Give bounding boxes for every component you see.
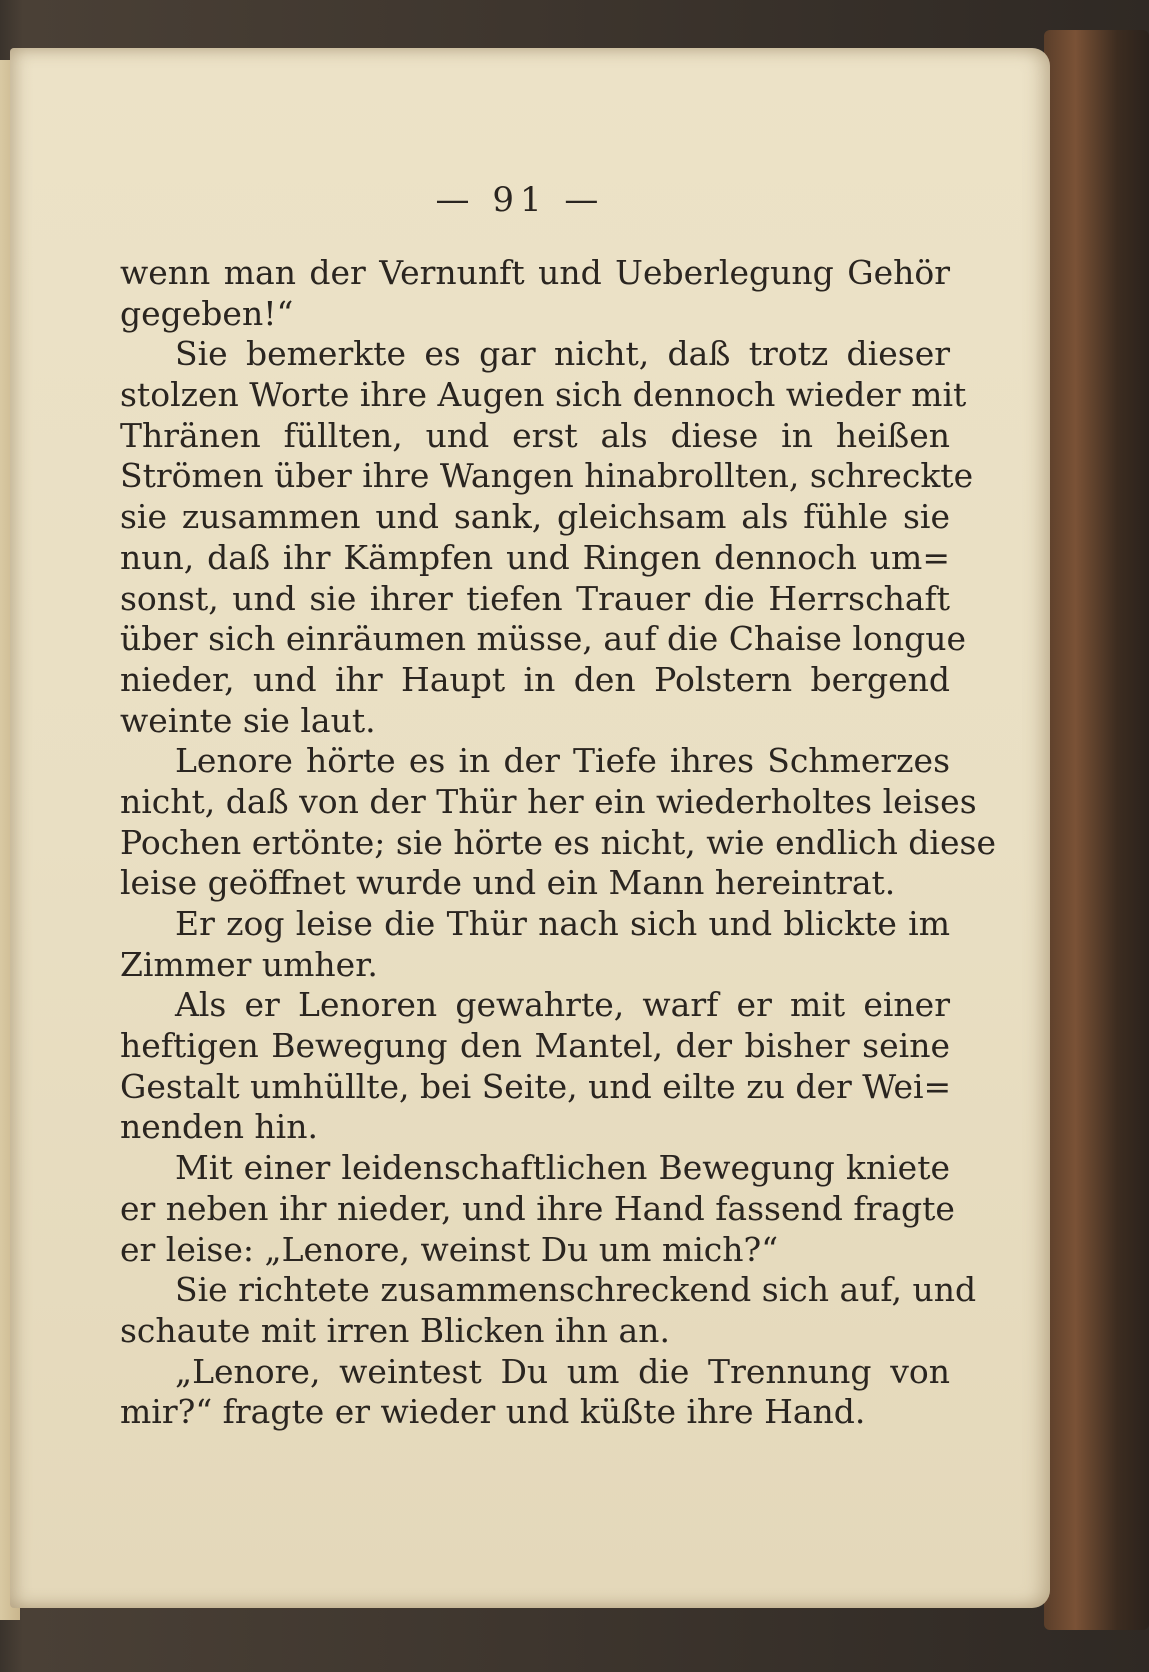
book-page — [10, 48, 1050, 1608]
text-line: sonst, und sie ihrer tiefen Trauer die Herrschaft — [120, 578, 950, 618]
text-line: nicht, daß von der Thür her ein wiederholtes leises — [120, 781, 977, 821]
text-line: mir?“ fragte er wieder und küßte ihre Hand. — [120, 1392, 866, 1432]
text-line: nenden hin. — [120, 1107, 318, 1147]
page-text — [120, 253, 996, 1433]
text-line: Sie richtete zusammenschreckend sich auf, und — [175, 1270, 977, 1310]
text-line: nieder, und ihr Haupt in den Polstern bergend — [120, 659, 950, 699]
text-line: Mit einer leidenschaftlichen Bewegung kniete — [175, 1148, 950, 1188]
text-line: Lenore hörte es in der Tiefe ihres Schmerzes — [175, 741, 950, 781]
text-line: schaute mit irren Blicken ihn an. — [120, 1310, 670, 1350]
text-line: Gestalt umhüllte, bei Seite, und eilte zu der Wei= — [120, 1066, 952, 1106]
page-number: — 91 — — [435, 180, 605, 220]
text-line: er neben ihr nieder, und ihre Hand fassend fragte — [120, 1188, 955, 1228]
text-line: er leise: „Lenore, weinst Du um mich?“ — [120, 1229, 779, 1269]
text-line: Thränen füllten, und erst als diese in heißen — [120, 415, 950, 455]
text-line: wenn man der Vernunft und Ueberlegung Gehör — [120, 253, 950, 292]
text-line: Strömen über ihre Wangen hinabrollten, schreckte — [120, 456, 974, 496]
text-line: „Lenore, weintest Du um die Trennung von — [175, 1351, 950, 1391]
text-line: weinte sie laut. — [120, 700, 376, 740]
text-line: über sich einräumen müsse, auf die Chaise longue — [120, 619, 967, 659]
text-line: Zimmer umher. — [120, 944, 378, 984]
text-line: heftigen Bewegung den Mantel, der bisher seine — [120, 1026, 950, 1066]
text-line: Pochen ertönte; sie hörte es nicht, wie endlich diese — [120, 822, 996, 862]
text-line: sie zusammen und sank, gleichsam als fühle sie — [120, 497, 950, 537]
text-line: nun, daß ihr Kämpfen und Ringen dennoch um= — [120, 537, 950, 577]
book-cover-edge — [1044, 30, 1149, 1630]
text-line: stolzen Worte ihre Augen sich dennoch wieder mit — [120, 375, 967, 415]
text-line: Sie bemerkte es gar nicht, daß trotz dieser — [175, 334, 950, 374]
text-line: Als er Lenoren gewahrte, warf er mit einer — [175, 985, 950, 1025]
text-line: gegeben!“ — [120, 293, 294, 333]
text-line: leise geöffnet wurde und ein Mann hereintrat. — [120, 863, 896, 903]
text-line: Er zog leise die Thür nach sich und blickte im — [175, 904, 950, 943]
